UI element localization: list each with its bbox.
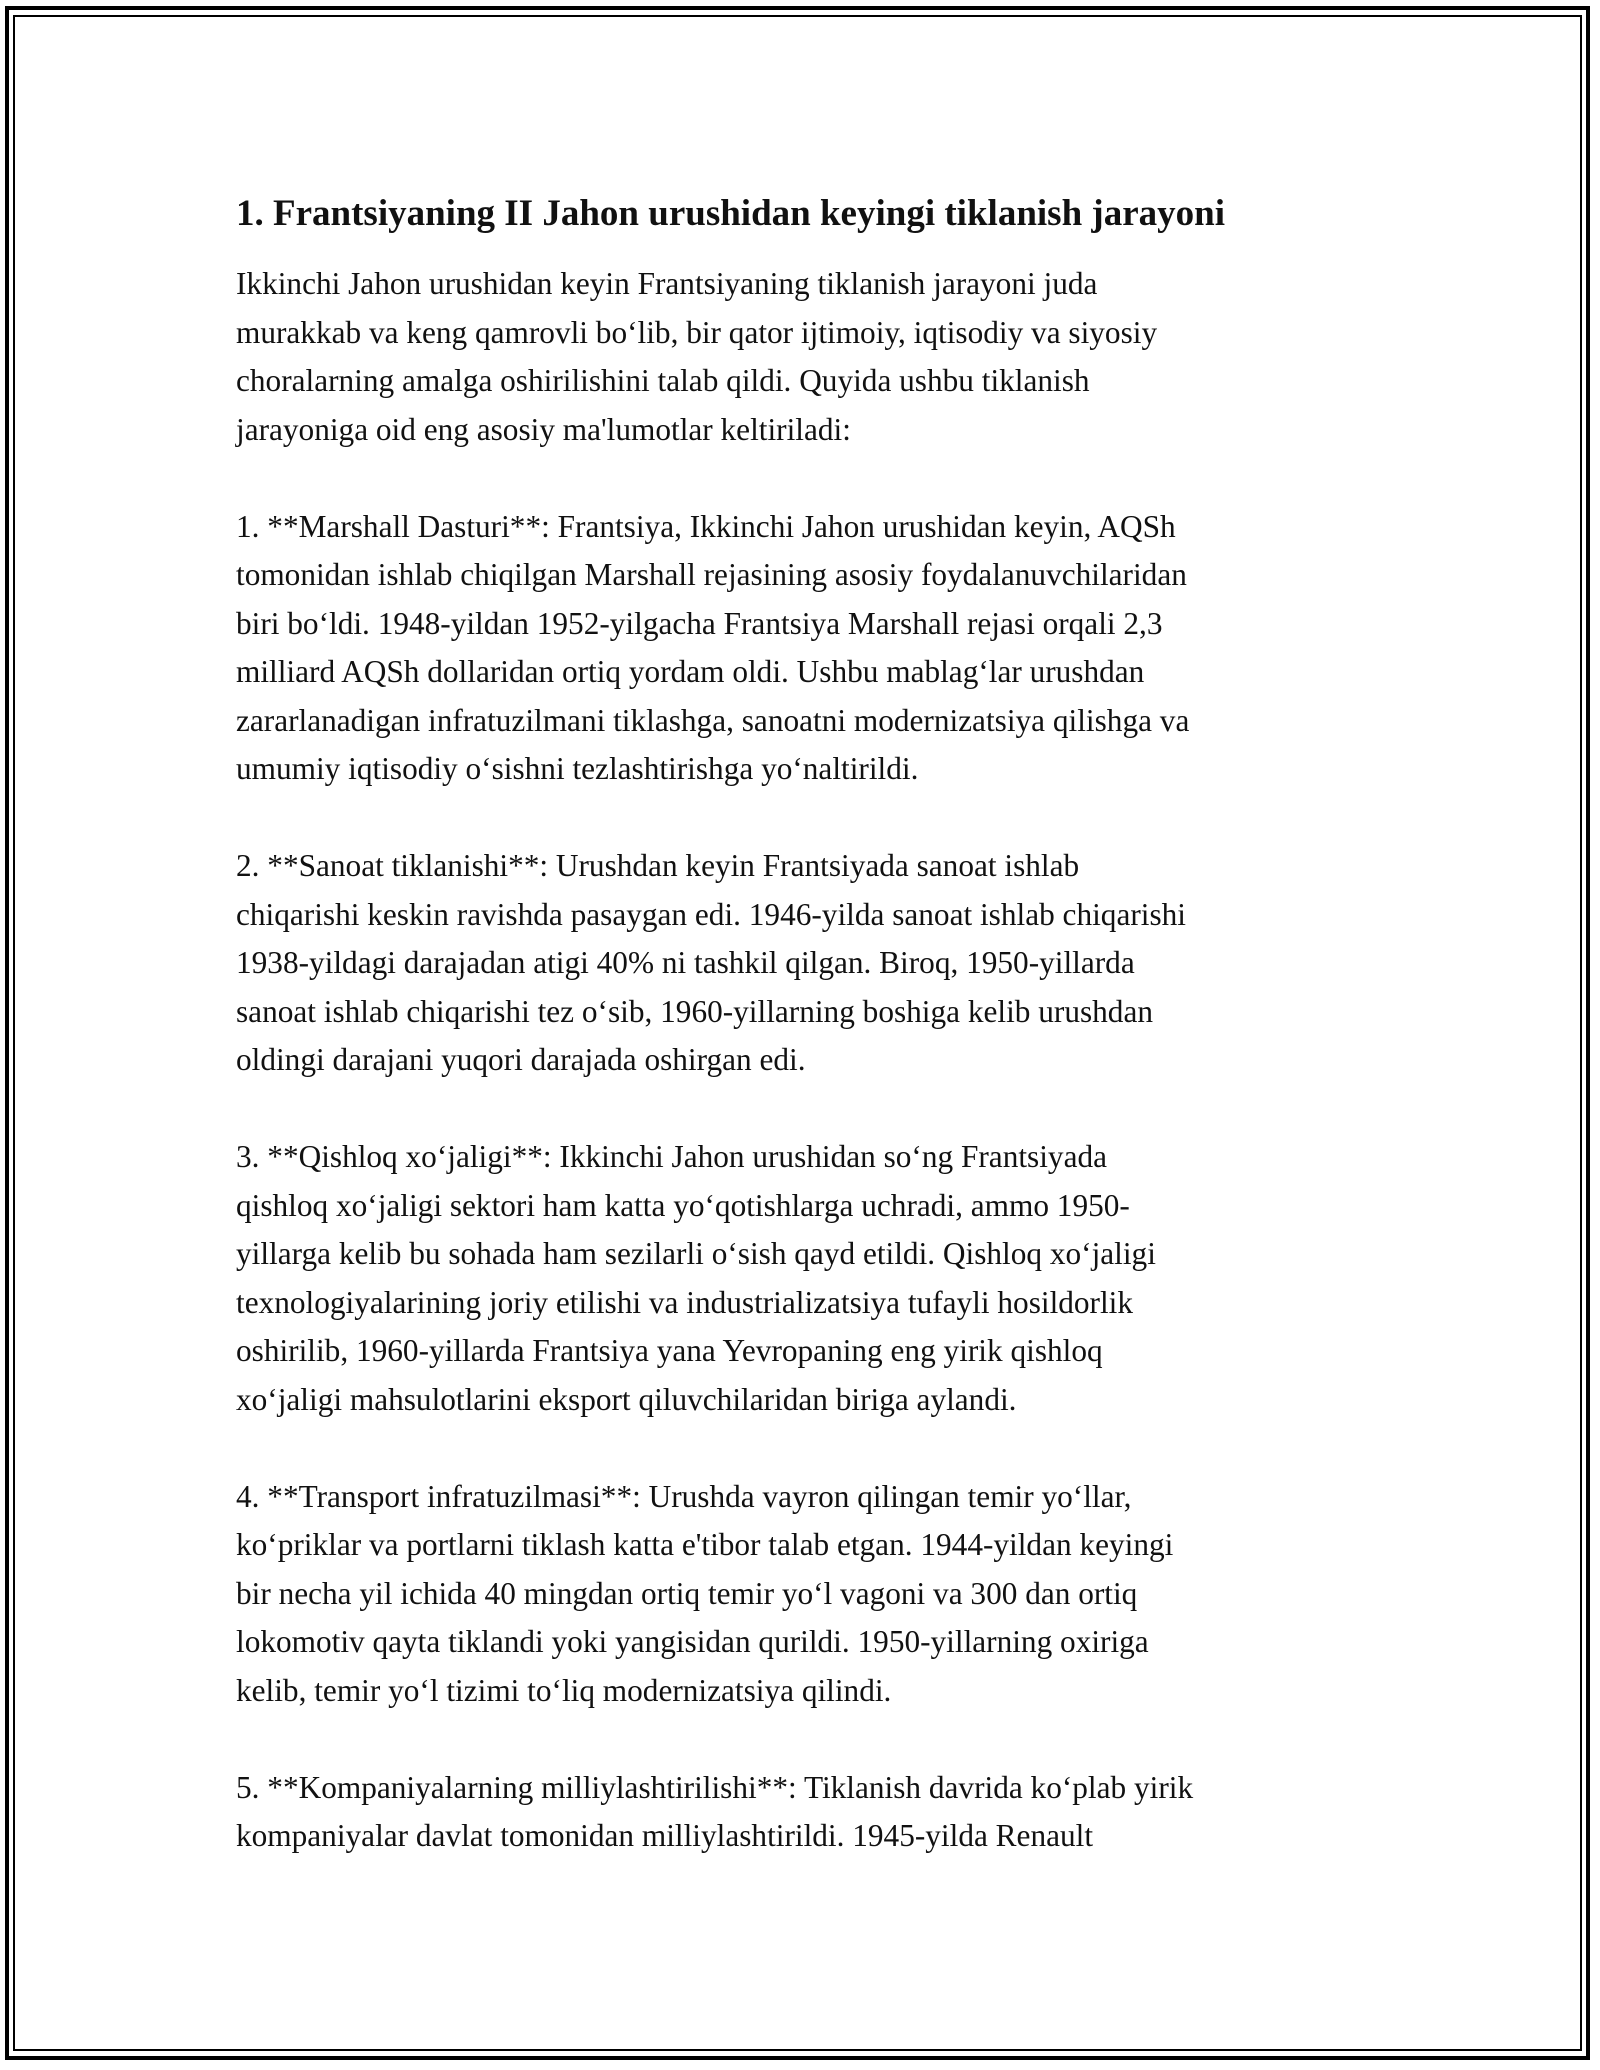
text-line: umumiy iqtisodiy o‘sishni tezlashtirishga yo‘naltirildi. — [236, 751, 919, 786]
section-agriculture — [236, 1133, 1366, 1424]
text-line: choralarning amalga oshirilishini talab qildi. Quyida ushbu tiklanish — [236, 363, 1090, 398]
text-line: ko‘priklar va portlarni tiklash katta e'tibor talab etgan. 1944-yildan keyingi — [236, 1527, 1174, 1562]
text-line: jarayoniga oid eng asosiy ma'lumotlar keltiriladi: — [236, 411, 851, 447]
text-line: zararlanadigan infratuzilmani tiklashga, sanoatni modernizatsiya qilishga va — [236, 702, 1190, 738]
section-marshall-plan — [236, 503, 1366, 794]
text-line: 4. **Transport infratuzilmasi**: Urushda vayron qilingan temir yo‘llar, — [236, 1478, 1132, 1514]
text-line: 2. **Sanoat tiklanishi**: Urushdan keyin Frantsiyada sanoat ishlab — [236, 848, 1080, 883]
text-line: yillarga kelib bu sohada ham sezilarli o‘sish qayd etildi. Qishloq xo‘jaligi — [236, 1236, 1156, 1271]
document-title: 1. Frantsiyaning II Jahon urushidan keyingi tiklanish jarayoni — [236, 193, 1226, 234]
text-line: sanoat ishlab chiqarishi tez o‘sib, 1960-yillarning boshiga kelib urushdan — [236, 993, 1153, 1029]
text-line: 1. **Marshall Dasturi**: Frantsiya, Ikkinchi Jahon urushidan keyin, AQSh — [236, 508, 1176, 544]
document-page — [236, 188, 1366, 1861]
text-line: oshirilib, 1960-yillarda Frantsiya yana Yevropaning eng yirik qishloq — [236, 1333, 1103, 1368]
text-line: 3. **Qishloq xo‘jaligi**: Ikkinchi Jahon urushidan so‘ng Frantsiyada — [236, 1139, 1107, 1174]
text-line: bir necha yil ichida 40 mingdan ortiq temir yo‘l vagoni va 300 dan ortiq — [236, 1575, 1138, 1611]
text-line: oldingi darajani yuqori darajada oshirgan edi. — [236, 1042, 806, 1077]
intro-paragraph — [236, 260, 1366, 454]
section-industrial-recovery — [236, 842, 1366, 1085]
section-nationalization — [236, 1764, 1366, 1861]
text-line: 5. **Kompaniyalarning milliylashtirilishi**: Tiklanish davrida ko‘plab yirik — [236, 1769, 1194, 1805]
text-line: milliard AQSh dollaridan ortiq yordam oldi. Ushbu mablag‘lar urushdan — [236, 654, 1145, 689]
section-transport-infrastructure — [236, 1473, 1366, 1716]
text-line: texnologiyalarining joriy etilishi va industrializatsiya tufayli hosildorlik — [236, 1284, 1134, 1320]
text-line: tomonidan ishlab chiqilgan Marshall rejasining asosiy foydalanuvchilaridan — [236, 557, 1187, 592]
text-line: chiqarishi keskin ravishda pasaygan edi. 1946-yilda sanoat ishlab chiqarishi — [236, 896, 1186, 932]
text-line: murakkab va keng qamrovli bo‘lib, bir qator ijtimoiy, iqtisodiy va siyosiy — [236, 314, 1158, 350]
text-line: biri bo‘ldi. 1948-yildan 1952-yilgacha Frantsiya Marshall rejasi orqali 2,3 — [236, 605, 1163, 641]
text-line: kelib, temir yo‘l tizimi to‘liq modernizatsiya qilindi. — [236, 1672, 892, 1708]
text-line: Ikkinchi Jahon urushidan keyin Frantsiyaning tiklanish jarayoni juda — [236, 266, 1098, 301]
text-line: qishloq xo‘jaligi sektori ham katta yo‘qotishlarga uchradi, ammo 1950- — [236, 1187, 1130, 1223]
text-line: 1938-yildagi darajadan atigi 40% ni tashkil qilgan. Biroq, 1950-yillarda — [236, 945, 1135, 980]
text-line: lokomotiv qayta tiklandi yoki yangisidan qurildi. 1950-yillarning oxiriga — [236, 1624, 1149, 1659]
text-line: xo‘jaligi mahsulotlarini eksport qiluvchilaridan biriga aylandi. — [236, 1381, 1017, 1417]
text-line: kompaniyalar davlat tomonidan milliylashtirildi. 1945-yilda Renault — [236, 1818, 1094, 1853]
